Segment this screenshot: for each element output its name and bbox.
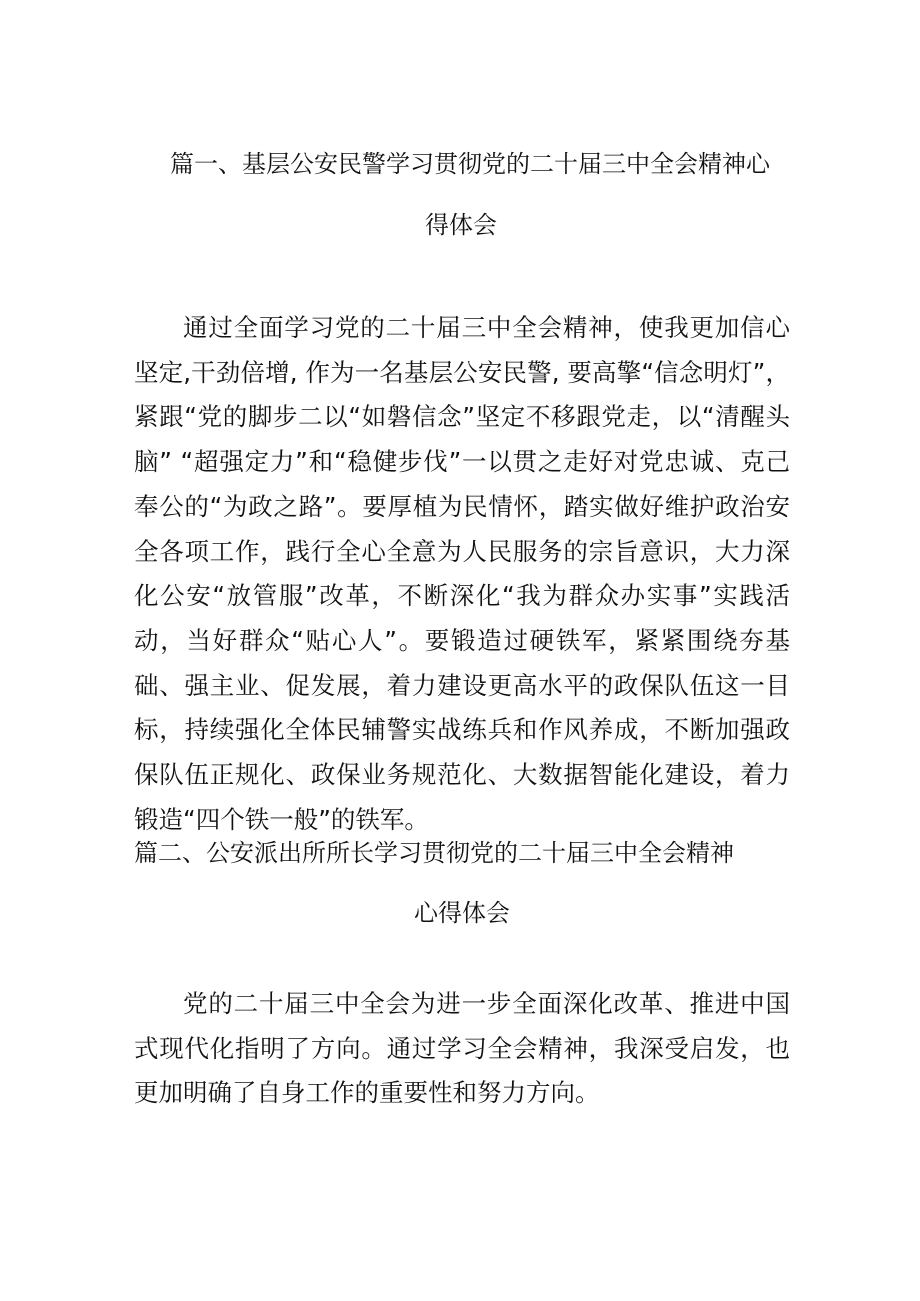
section2-body: 党的二十届三中全会为进一步全面深化改革、推进中国式现代化指明了方向。通过学习全会精神，我深受启发，也更加明确了自身工作的重要性和努力方向。 <box>134 989 790 1108</box>
section1-title-line1: 篇一、基层公安民警学习贯彻党的二十届三中全会精神心 <box>170 150 770 178</box>
section1-title-line2: 得体会 <box>425 211 497 239</box>
section1-body: 通过全面学习党的二十届三中全会精神，使我更加信心坚定,干劲倍增, 作为一名基层公安民警, 要高擎“信念明灯”，紧跟“党的脚步二以“如磐信念”坚定不移跟党走，以“清醒头脑” “超强定力”和“稳健步伐”一以贯之走好对党忠诚、克己奉公的“为政之路”。要厚植为民情怀，踏实做好维护政治安全各项工作，践行全心全意为人民服务的宗旨意识，大力深化公安“放管服”改革，不断深化“我为群众办实事”实践活动，当好群众“贴心人”。要锻造过硬铁军，紧紧围绕夯基础、强主业、促发展，着力建设更高水平的政保队伍这一目标，持续强化全体民辅警实战练兵和作风养成，不断加强政保队伍正规化、政保业务规范化、大数据智能化建设，着力锻造“四个铁一般”的铁军。 <box>134 313 790 834</box>
section2-title-line1: 篇二、公安派出所所长学习贯彻党的二十届三中全会精神 <box>134 839 734 867</box>
section2-title-line2: 心得体会 <box>414 899 510 927</box>
